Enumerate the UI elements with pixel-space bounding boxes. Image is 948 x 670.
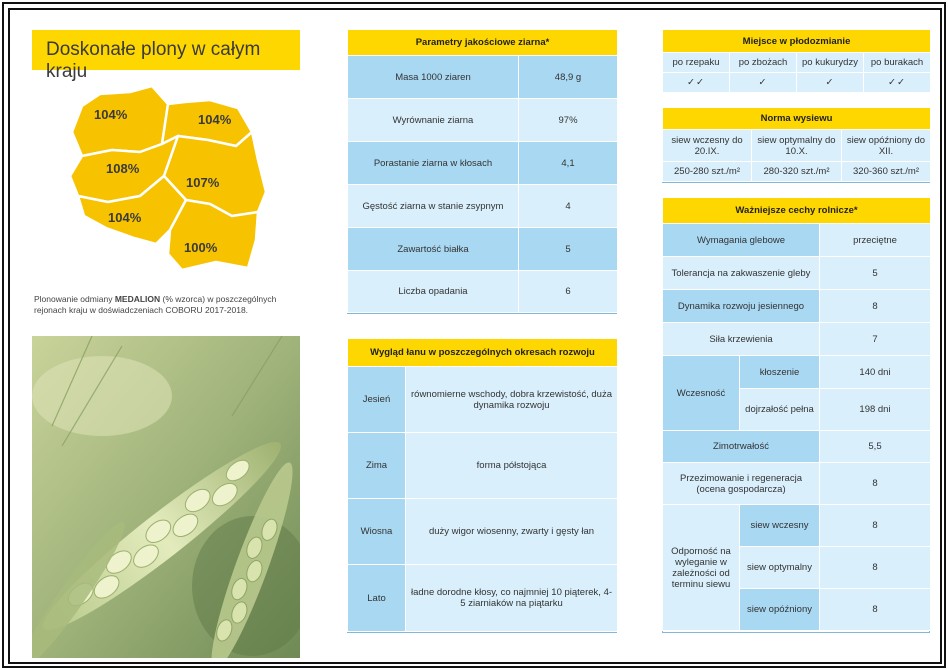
check-icon: ✓✓ — [663, 73, 730, 93]
table-row — [348, 99, 618, 142]
table-row — [663, 290, 931, 323]
table-row — [663, 53, 931, 73]
season-label: Zima — [348, 433, 406, 499]
rotation-table — [662, 29, 931, 93]
trait-value: 8 — [820, 505, 931, 547]
trait-label: Dynamika rozwoju jesiennego — [663, 290, 820, 323]
trait-label: Wymagania glebowe — [663, 224, 820, 257]
table-row — [663, 323, 931, 356]
traits-title: Ważniejsze cechy rolnicze* — [663, 198, 931, 224]
table-row — [348, 185, 618, 228]
trait-sublabel: siew opóźniony — [740, 589, 820, 631]
table-row — [348, 142, 618, 185]
table-row — [663, 162, 931, 182]
appearance-title: Wygląd łanu w poszczególnych okresach rozwoju — [348, 339, 618, 367]
quality-label: Gęstość ziarna w stanie zsypnym — [348, 185, 519, 228]
caption-text-start: Plonowanie odmiany — [34, 294, 115, 304]
table-row — [348, 228, 618, 271]
trait-label: Wczesność — [663, 356, 740, 431]
table-row — [663, 463, 931, 505]
quality-label: Zawartość białka — [348, 228, 519, 271]
quality-label: Masa 1000 ziaren — [348, 56, 519, 99]
trait-value: 7 — [820, 323, 931, 356]
quality-value: 48,9 g — [519, 56, 618, 99]
quality-value: 5 — [519, 228, 618, 271]
trait-sublabel: kłoszenie — [740, 356, 820, 389]
trait-label: Odporność na wyleganie w zależności od terminu siewu — [663, 505, 740, 631]
sowing-title: Norma wysiewu — [663, 108, 931, 130]
quality-label: Wyrównanie ziarna — [348, 99, 519, 142]
quality-label: Porastanie ziarna w kłosach — [348, 142, 519, 185]
map-caption — [34, 294, 304, 316]
check-icon: ✓ — [730, 73, 797, 93]
check-icon: ✓✓ — [864, 73, 931, 93]
quality-label: Liczba opadania — [348, 271, 519, 313]
check-icon: ✓ — [797, 73, 864, 93]
trait-value: 8 — [820, 290, 931, 323]
region-label-center-east: 107% — [186, 175, 220, 190]
table-row — [663, 505, 931, 547]
trait-value: przeciętne — [820, 224, 931, 257]
sowing-term: siew wczesny do 20.IX. — [663, 130, 752, 162]
trait-value: 8 — [820, 547, 931, 589]
trait-value: 198 dni — [820, 389, 931, 431]
sowing-rate: 320-360 szt./m² — [842, 162, 931, 182]
trait-value: 5,5 — [820, 431, 931, 463]
banner-title: Doskonałe plony w całym kraju — [46, 39, 261, 82]
quality-value: 97% — [519, 99, 618, 142]
season-text: ładne dorodne kłosy, co najmniej 10 piąterek, 4-5 ziarniaków na piątarku — [406, 565, 618, 632]
sowing-term: siew opóźniony do XII. — [842, 130, 931, 162]
season-label: Lato — [348, 565, 406, 632]
sowing-term: siew optymalny do 10.X. — [752, 130, 842, 162]
table-row — [663, 130, 931, 162]
trait-label: Tolerancja na zakwaszenie gleby — [663, 257, 820, 290]
trait-sublabel: siew optymalny — [740, 547, 820, 589]
table-row — [348, 433, 618, 499]
sowing-table — [662, 107, 931, 182]
region-label-north-west: 104% — [94, 107, 128, 122]
quality-title: Parametry jakościowe ziarna* — [348, 30, 618, 56]
season-text: forma półstojąca — [406, 433, 618, 499]
season-label: Wiosna — [348, 499, 406, 565]
table-row — [348, 367, 618, 433]
region-label-south-east: 100% — [184, 240, 218, 255]
table-row — [348, 499, 618, 565]
yield-banner — [32, 30, 300, 82]
table-row — [663, 356, 931, 389]
rotation-title: Miejsce w płodozmianie — [663, 30, 931, 53]
region-label-west: 108% — [106, 161, 140, 176]
region-label-south-west: 104% — [108, 210, 142, 225]
caption-variety: MEDALION — [114, 294, 161, 304]
trait-sublabel: dojrzałość pełna — [740, 389, 820, 431]
season-text: równomierne wschody, dobra krzewistość, duża dynamika rozwoju — [406, 367, 618, 433]
quality-value: 4,1 — [519, 142, 618, 185]
trait-value: 5 — [820, 257, 931, 290]
poland-yield-map — [60, 84, 280, 274]
table-row — [348, 271, 618, 313]
caption-text-end: (% wzorca) w poszczególnych rejonach kraju w doświadczeniach COBORU 2017-2018. — [34, 294, 277, 315]
quality-value: 6 — [519, 271, 618, 313]
traits-table — [662, 197, 931, 631]
rotation-column: po kukurydzy — [797, 53, 864, 73]
table-row — [663, 73, 931, 93]
region-label-north-east: 104% — [198, 112, 232, 127]
rotation-column: po zbożach — [730, 53, 797, 73]
appearance-table — [347, 338, 618, 632]
table-row — [663, 224, 931, 257]
quality-value: 4 — [519, 185, 618, 228]
season-label: Jesień — [348, 367, 406, 433]
trait-label: Zimotrwałość — [663, 431, 820, 463]
table-row — [663, 257, 931, 290]
table-row — [348, 56, 618, 99]
rotation-column: po rzepaku — [663, 53, 730, 73]
wheat-photo — [32, 336, 300, 658]
table-row — [663, 431, 931, 463]
season-text: duży wigor wiosenny, zwarty i gęsty łan — [406, 499, 618, 565]
trait-value: 140 dni — [820, 356, 931, 389]
trait-label: Siła krzewienia — [663, 323, 820, 356]
sowing-rate: 280-320 szt./m² — [752, 162, 842, 182]
trait-label: Przezimowanie i regeneracja (ocena gospodarcza) — [663, 463, 820, 505]
sowing-rate: 250-280 szt./m² — [663, 162, 752, 182]
trait-sublabel: siew wczesny — [740, 505, 820, 547]
trait-value: 8 — [820, 463, 931, 505]
quality-table — [347, 29, 618, 313]
trait-value: 8 — [820, 589, 931, 631]
rotation-column: po burakach — [864, 53, 931, 73]
table-row — [348, 565, 618, 632]
